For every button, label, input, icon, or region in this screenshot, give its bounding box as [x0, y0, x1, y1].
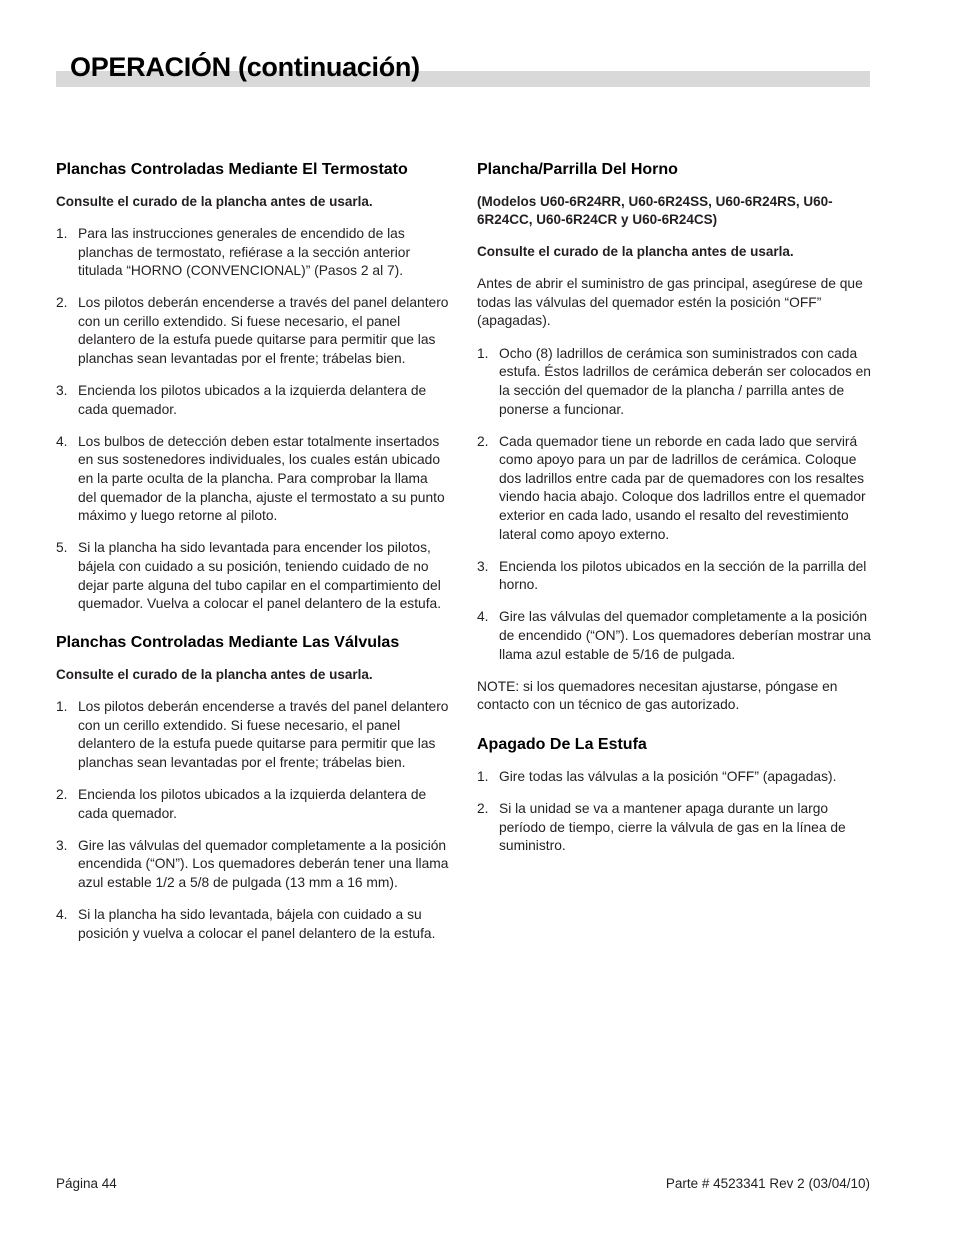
item-number: 3.	[56, 837, 68, 853]
item-text: Los pilotos deberán encenderse a través del panel delantero con un cerillo extendido. Si fuese necesario, el panel delantero de la estufa puede quitarse para permitir que las planchas sean levantadas por el frente; trábelas bien.	[78, 699, 449, 770]
item-text: Si la plancha ha sido levantada, bájela con cuidado a su posición y vuelva a colocar el panel delantero de la estufa.	[78, 907, 436, 941]
item-text: Gire todas las válvulas a la posición “OFF” (apagadas).	[499, 768, 837, 784]
item-text: Encienda los pilotos ubicados a la izquierda delantera de cada quemador.	[78, 787, 427, 821]
item-number: 2.	[56, 787, 68, 803]
item-number: 1.	[56, 699, 68, 715]
page-number: Página 44	[56, 1176, 117, 1191]
list-item	[56, 837, 449, 893]
list-item	[56, 786, 449, 823]
item-number: 3.	[56, 383, 68, 399]
instruction-list	[56, 698, 449, 943]
list-item	[56, 906, 449, 943]
item-text: Cada quemador tiene un reborde en cada lado que servirá como apoyo para un par de ladrillos de cerámica. Coloque dos ladrillos entre cada par de quemadores con los resaltes viendo hacia abajo. Coloque dos ladrillos entre el quemador exterior en cada lado, usando el resalto del revestimiento lateral como apoyo externo.	[499, 433, 866, 542]
section-oven-griddle-broiler	[477, 160, 871, 715]
section-thermostat-griddles	[56, 160, 449, 614]
list-item	[477, 558, 871, 595]
list-item	[477, 800, 871, 856]
item-text: Encienda los pilotos ubicados a la izquierda delantera de cada quemador.	[78, 383, 427, 417]
instruction-list	[56, 225, 449, 614]
item-number: 2.	[477, 433, 489, 449]
item-number: 1.	[477, 768, 489, 784]
section-heading: Planchas Controladas Mediante El Termostato	[56, 161, 408, 178]
curing-note: Consulte el curado de la plancha antes de usarla.	[56, 194, 373, 209]
list-item	[477, 345, 871, 419]
item-number: 4.	[477, 609, 489, 625]
item-number: 1.	[477, 345, 489, 361]
part-number: Parte # 4523341 Rev 2 (03/04/10)	[665, 1176, 870, 1191]
list-item	[477, 768, 871, 787]
item-number: 1.	[56, 226, 68, 241]
item-text: Para las instrucciones generales de encendido de las planchas de termostato, refiérase a la sección anterior titulada “HORNO (CONVENCIONAL)” (Pasos 2 al 7).	[78, 226, 411, 279]
item-text: Ocho (8) ladrillos de cerámica son suministrados con cada estufa. Éstos ladrillos de cerámica deberán ser colocados en la sección del quemador de la plancha / parrilla antes de ponerse a funcionar.	[499, 345, 871, 417]
section-valve-griddles	[56, 633, 449, 943]
intro-paragraph: Antes de abrir el suministro de gas principal, asegúrese de que todas las válvulas del quemador estén la posición “OFF” (apagadas).	[477, 276, 863, 329]
adjustment-note: NOTE: si los quemadores necesitan ajustarse, póngase en contacto con un técnico de gas autorizado.	[477, 678, 838, 713]
section-heading: Plancha/Parrilla Del Horno	[477, 161, 678, 178]
item-number: 5.	[56, 540, 68, 556]
item-text: Si la plancha ha sido levantada para encender los pilotos, bájela con cuidado a su posición, teniendo cuidado de no dejar parte alguna del tubo capilar en el compartimiento del quemador. Vuelva a colocar el panel delantero de la estufa.	[78, 540, 442, 612]
list-item	[56, 382, 449, 419]
list-item	[477, 608, 871, 664]
list-item	[56, 433, 449, 526]
left-column	[56, 160, 449, 957]
item-number: 2.	[477, 800, 489, 816]
item-text: Gire las válvulas del quemador completamente a la posición encendida (“ON”). Los quemadores deberán tener una llama azul estable 1/2 a 5/8 de pulgada (13 mm a 16 mm).	[78, 837, 449, 890]
model-list: (Modelos U60-6R24RR, U60-6R24SS, U60-6R24RS, U60-6R24CC, U60-6R24CR y U60-6R24CS)	[477, 194, 833, 227]
list-item	[56, 539, 449, 613]
right-column	[477, 160, 871, 869]
item-number: 3.	[477, 558, 489, 574]
instruction-list	[477, 345, 871, 664]
list-item	[56, 294, 449, 368]
section-heading: Apagado De La Estufa	[477, 735, 647, 753]
item-number: 2.	[56, 295, 68, 311]
item-text: Los bulbos de detección deben estar totalmente insertados en sus sostenedores individuales, los cuales están ubicado en la parte oculta de la plancha. Para comprobar la llama del quemador de la plancha, ajuste el termostato a su punto máximo y luego retorne al piloto.	[78, 433, 445, 524]
section-heading: Planchas Controladas Mediante Las Válvulas	[56, 634, 400, 652]
item-number: 4.	[56, 907, 68, 923]
page-title: OPERACIÓN (continuación)	[70, 52, 420, 82]
list-item	[56, 225, 449, 281]
item-text: Encienda los pilotos ubicados en la sección de la parrilla del horno.	[499, 558, 867, 593]
item-text: Gire las válvulas del quemador completamente a la posición de encendido (“ON”). Los quemadores deberían mostrar una llama azul estable de 5/16 de pulgada.	[499, 609, 871, 662]
instruction-list	[477, 768, 871, 856]
item-text: Los pilotos deberán encenderse a través del panel delantero con un cerillo extendido. Si fuese necesario, el panel delantero de la estufa puede quitarse para permitir que las planchas sean levantadas por el frente; trábelas bien.	[78, 295, 449, 367]
curing-note: Consulte el curado de la plancha antes de usarla.	[477, 244, 794, 259]
curing-note: Consulte el curado de la plancha antes de usarla.	[56, 667, 373, 683]
list-item	[477, 433, 871, 545]
item-number: 4.	[56, 433, 68, 449]
list-item	[56, 698, 449, 772]
item-text: Si la unidad se va a mantener apaga durante un largo período de tiempo, cierre la válvula de gas en la línea de suministro.	[499, 800, 846, 854]
section-shutdown	[477, 735, 871, 856]
